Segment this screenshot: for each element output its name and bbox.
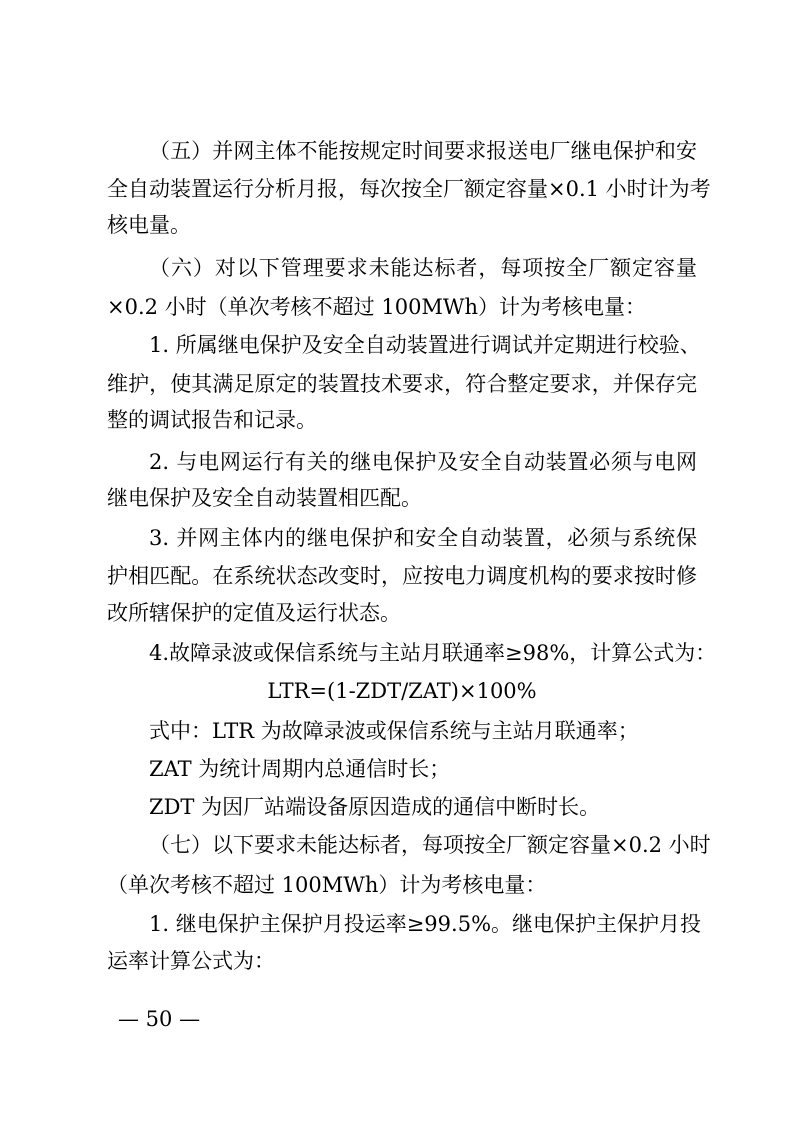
- paragraph-7-item-1-line-1: 1. 继电保护主保护月投运率≥99.5%。继电保护主保护月投: [149, 912, 702, 936]
- item-4-line-1: 4.故障录波或保信系统与主站月联通率≥98%，计算公式为：: [149, 641, 717, 665]
- page-number: — 50 —: [118, 1007, 201, 1031]
- item-1-line-2: 维护，使其满足原定的装置技术要求，符合整定要求，并保存完: [107, 372, 697, 396]
- item-1-line-1: 1. 所属继电保护及安全自动装置进行调试并定期进行校验、: [149, 333, 701, 357]
- formula-definition-zat: ZAT 为统计周期内总通信时长；: [149, 757, 451, 781]
- item-3-line-2: 护相匹配。在系统状态改变时，应按电力调度机构的要求按时修: [107, 564, 697, 588]
- paragraph-5-line-1: （五）并网主体不能按规定时间要求报送电厂继电保护和安: [149, 139, 697, 163]
- paragraph-5-line-2: 全自动装置运行分析月报，每次按全厂额定容量×0.1 小时计为考: [107, 177, 711, 201]
- formula: LTR=(1-ZDT/ZAT)×100%: [267, 679, 537, 703]
- paragraph-6-line-2: ×0.2 小时（单次考核不超过 100MWh）计为考核电量：: [107, 295, 647, 319]
- item-3-line-3: 改所辖保护的定值及运行状态。: [107, 601, 401, 625]
- item-2-line-2: 继电保护及安全自动装置相匹配。: [107, 486, 422, 510]
- paragraph-5-line-3: 核电量。: [107, 213, 191, 237]
- item-1-line-3: 整的调试报告和记录。: [107, 408, 317, 432]
- item-3-line-1: 3. 并网主体内的继电保护和安全自动装置，必须与系统保: [149, 526, 697, 550]
- paragraph-7-line-2: （单次考核不超过 100MWh）计为考核电量：: [107, 873, 547, 897]
- item-2-line-1: 2. 与电网运行有关的继电保护及安全自动装置必须与电网: [149, 450, 697, 474]
- formula-definition-ltr: 式中：LTR 为故障录波或保信系统与主站月联通率；: [149, 719, 639, 743]
- formula-definition-zdt: ZDT 为因厂站端设备原因造成的通信中断时长。: [149, 795, 601, 819]
- paragraph-6-line-1: （六）对以下管理要求未能达标者，每项按全厂额定容量: [149, 256, 697, 280]
- paragraph-7-line-1: （七）以下要求未能达标者，每项按全厂额定容量×0.2 小时: [149, 833, 711, 857]
- paragraph-7-item-1-line-2: 运率计算公式为：: [107, 949, 275, 973]
